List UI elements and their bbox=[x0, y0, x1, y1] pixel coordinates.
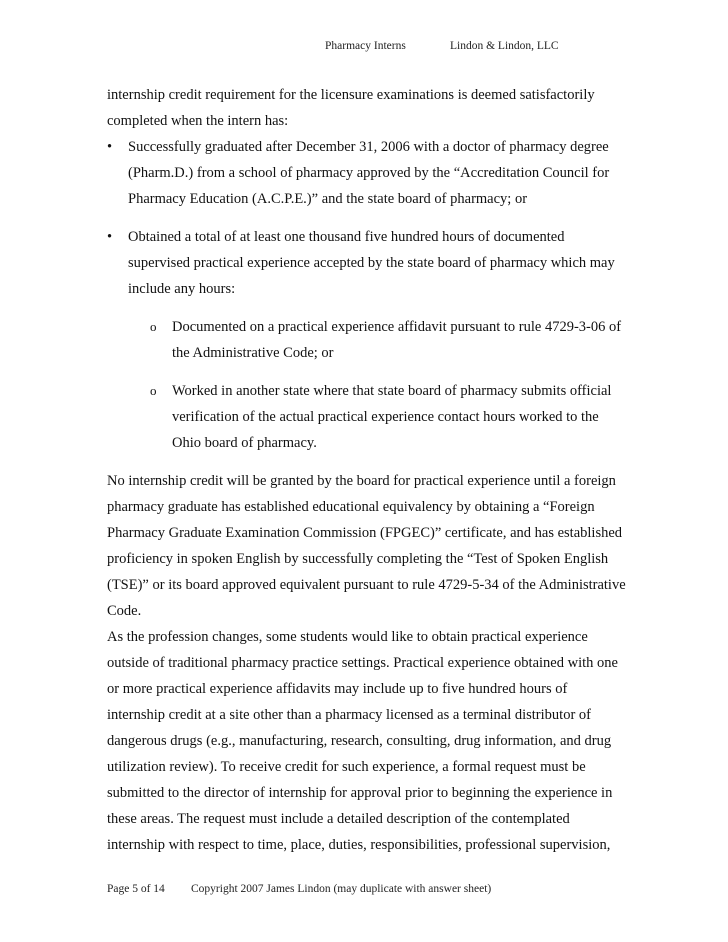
sub-bullet-marker: o bbox=[150, 383, 157, 398]
page-number: Page 5 of 14 bbox=[107, 883, 165, 895]
foreign-graduate-paragraph: No internship credit will be granted by the board for practical experience until a foreign pharmacy graduate has established educational equivalency by obtaining a “Foreign Pharmacy Graduate Examination Commission (FPGEC)” certificate, and has established proficiency in spoken English by successfully completing the “Test of Spoken English (TSE)” or its board approved equivalent pursuant to rule 4729-5-34 of the Administrative Code. bbox=[107, 473, 626, 619]
sub-list bbox=[128, 314, 627, 456]
intro-paragraph: internship credit requirement for the licensure examinations is deemed satisfactorily completed when the intern has: bbox=[107, 87, 595, 129]
list-item bbox=[107, 224, 627, 456]
header-title-left: Pharmacy Interns bbox=[325, 40, 406, 52]
document-body bbox=[107, 82, 627, 858]
header-title-right: Lindon & Lindon, LLC bbox=[450, 40, 559, 52]
list-item-text: Successfully graduated after December 31, 2006 with a doctor of pharmacy degree (Pharm.D.) from a school of pharmacy approved by the “Accreditation Council for Pharmacy Education (A.C.P.E.)” and the state board of pharmacy; or bbox=[128, 139, 610, 207]
bullet-marker: • bbox=[107, 229, 113, 245]
practical-experience-paragraph: As the profession changes, some students would like to obtain practical experience outside of traditional pharmacy practice settings. Practical experience obtained with one or more practical experience affidavits may include up to five hundred hours of internship credit at a site other than a pharmacy licensed as a terminal distributor of dangerous drugs (e.g., manufacturing, research, consulting, drug information, and drug utilization review). To receive credit for such experience, a formal request must be submitted to the director of internship for approval prior to beginning the experience in these areas. The request must include a detailed description of the contemplated internship with respect to time, place, duties, responsibilities, professional supervision, bbox=[107, 629, 618, 853]
list-item bbox=[107, 134, 627, 212]
copyright-notice: Copyright 2007 James Lindon (may duplicate with answer sheet) bbox=[191, 883, 492, 895]
requirement-list bbox=[107, 134, 627, 456]
list-item-text: Obtained a total of at least one thousand five hundred hours of documented supervised practical experience accepted by the state board of pharmacy which may include any hours: bbox=[128, 229, 615, 297]
sub-bullet-marker: o bbox=[150, 319, 157, 334]
sub-list-item-text: Documented on a practical experience affidavit pursuant to rule 4729-3-06 of the Administrative Code; or bbox=[172, 319, 622, 361]
page-footer bbox=[107, 883, 491, 895]
sub-list-item bbox=[128, 314, 627, 366]
bullet-marker: • bbox=[107, 139, 113, 155]
sub-list-item-text: Worked in another state where that state board of pharmacy submits official verification of the actual practical experience contact hours worked to the Ohio board of pharmacy. bbox=[172, 383, 612, 451]
sub-list-item bbox=[128, 378, 627, 456]
